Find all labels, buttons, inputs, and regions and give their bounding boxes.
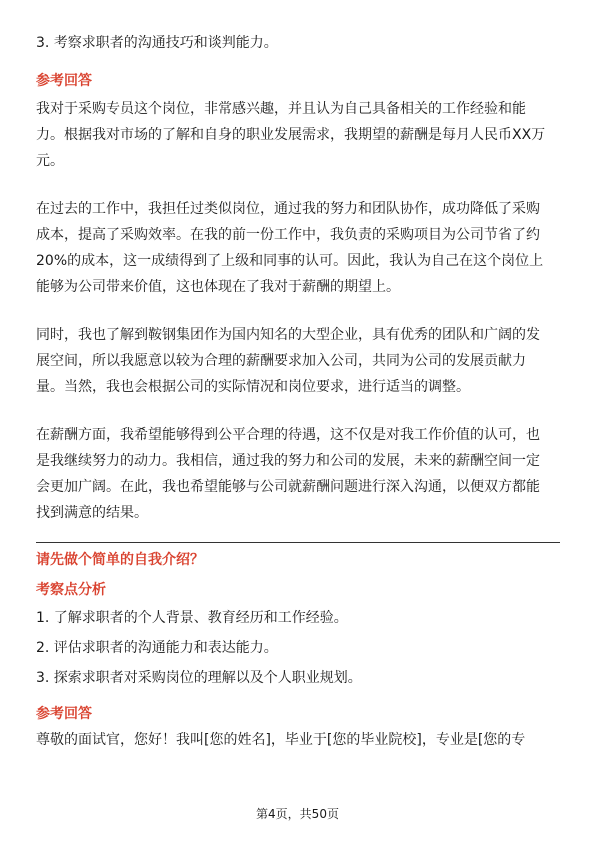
- paragraph-line: 在过去的工作中，我担任过类似岗位，通过我的努力和团队协作，成功降低了采购: [36, 201, 540, 217]
- answer-paragraph-4: [36, 422, 560, 526]
- paragraph-line: 量。当然，我也会根据公司的实际情况和岗位要求，进行适当的调整。: [36, 379, 470, 395]
- paragraph-line: 我对于采购专员这个岗位，非常感兴趣，并且认为自己具备相关的工作经验和能: [36, 101, 526, 117]
- answer-paragraph-1: [36, 96, 560, 174]
- document-page: [36, 30, 560, 753]
- paragraph-line: 能够为公司带来价值，这也体现在了我对于薪酬的期望上。: [36, 279, 400, 295]
- paragraph-line: 力。根据我对市场的了解和自身的职业发展需求，我期望的薪酬是每月人民币XX万: [36, 127, 546, 143]
- interview-question: 请先做个简单的自我介绍？: [36, 552, 204, 568]
- paragraph-line: 在薪酬方面，我希望能够得到公平合理的待遇，这不仅是对我工作价值的认可，也: [36, 427, 540, 443]
- analysis-point-2: 2. 评估求职者的沟通能力和表达能力。: [36, 640, 278, 656]
- reference-answer-label: 参考回答: [36, 706, 92, 722]
- paragraph-line: 是我继续努力的动力。我相信，通过我的努力和公司的发展，未来的薪酬空间一定: [36, 453, 540, 469]
- analysis-point-3: 3. 考察求职者的沟通技巧和谈判能力。: [36, 35, 278, 51]
- analysis-point-3: 3. 探索求职者对采购岗位的理解以及个人职业规划。: [36, 670, 362, 686]
- section-divider: [36, 542, 560, 543]
- paragraph-line: 成本，提高了采购效率。在我的前一份工作中，我负责的采购项目为公司节省了约: [36, 227, 540, 243]
- reference-answer-label: 参考回答: [36, 73, 92, 89]
- paragraph-line: 20%的成本，这一成绩得到了上级和同事的认可。因此，我认为自己在这个岗位上: [36, 253, 544, 269]
- answer-first-line: 尊敬的面试官，您好！我叫[您的姓名]，毕业于[您的毕业院校]，专业是[您的专: [36, 732, 526, 748]
- answer-paragraph-2: [36, 196, 560, 300]
- paragraph-line: 展空间，所以我愿意以较为合理的薪酬要求加入公司，共同为公司的发展贡献力: [36, 353, 526, 369]
- analysis-point-1: 1. 了解求职者的个人背景、教育经历和工作经验。: [36, 610, 348, 626]
- answer-paragraph-3: [36, 322, 560, 400]
- paragraph-line: 找到满意的结果。: [36, 505, 148, 521]
- page-number: 第4页，共50页: [256, 807, 339, 821]
- paragraph-line: 元。: [36, 153, 64, 169]
- paragraph-line: 同时，我也了解到鞍钢集团作为国内知名的大型企业，具有优秀的团队和广阔的发: [36, 327, 540, 343]
- paragraph-line: 会更加广阔。在此，我也希望能够与公司就薪酬问题进行深入沟通，以便双方都能: [36, 479, 540, 495]
- analysis-label: 考察点分析: [36, 582, 106, 598]
